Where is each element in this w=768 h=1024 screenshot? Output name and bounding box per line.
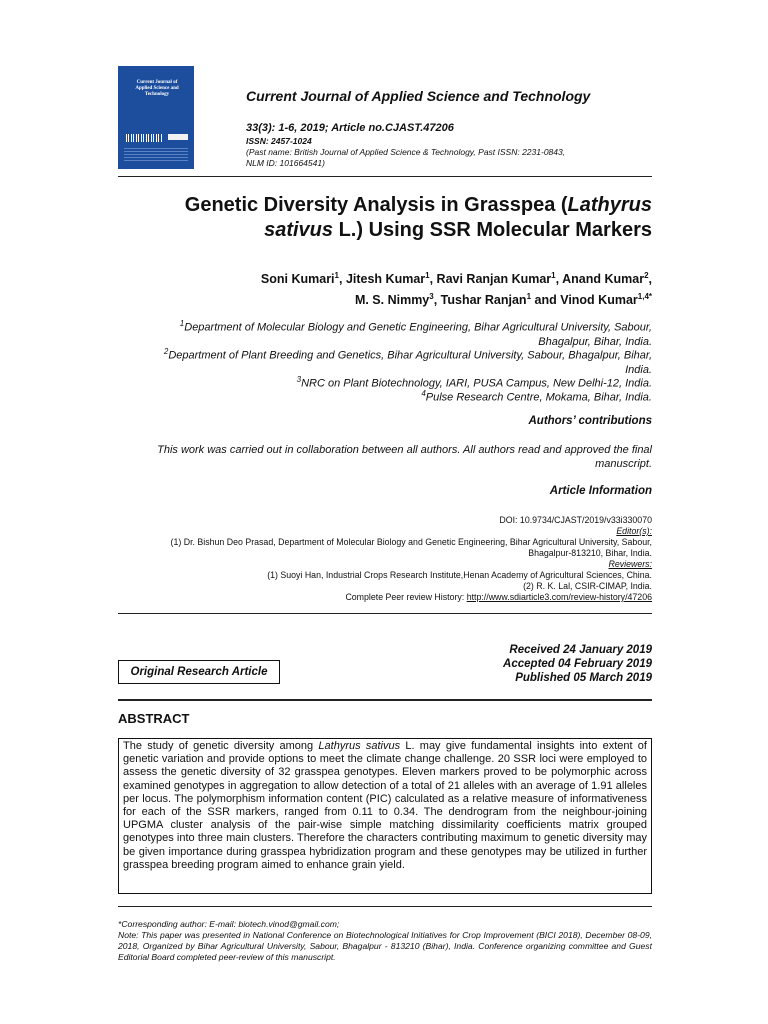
author-name: Tushar Ranjan: [440, 293, 527, 308]
author-name: Jitesh Kumar: [345, 272, 426, 287]
affiliation-number: 4: [421, 389, 426, 398]
affiliation-text: Department of Molecular Biology and Genetic Engineering, Bihar Agricultural University, Sabour,: [184, 321, 652, 334]
author-name: Anand Kumar: [562, 272, 645, 287]
review-history-label: Complete Peer review History:: [345, 592, 467, 602]
author-list: [118, 267, 652, 309]
past-name-text-1: (Past name: British Journal of Applied Science & Technology, Past ISSN: 2231-0843,: [246, 147, 566, 157]
abstract-body: L. may give fundamental insights into extent of genetic variation and provide options to meet the climate change challenge. 20 SSR loci were employed to assess the genetic diversity of 32 grasspea genotypes. Eleven markers proved to be polymorphic across examined genotypes in aggregation to allow detection of a total of 21 alleles with an average of 1.91 alleles per locus. The polymorphism information content (PIC) calculated as a relative measure of informativeness for each of the SSR markers, ranged from 0.11 to 0.34. The dendrogram from the neighbour-joining UPGMA cluster analysis of the pair-wise simple matching dissimilarity coefficients matrix grouped genotypes into three main clusters. Therefore the characters contributing maximum to genetic diversity may be given importance during grasspea hybridization program and these genotypes may be utilized in further grasspea breeding program aimed to enhance grain yield.: [123, 740, 647, 871]
cover-text-lines: [124, 148, 188, 162]
corresponding-author: *Corresponding author: E-mail: biotech.vinod@gmail.com;: [118, 919, 340, 929]
cover-journal-title: Current Journal of Applied Science and Technology: [135, 80, 179, 97]
abstract-intro: The study of genetic diversity among: [123, 740, 319, 752]
editor-entry: (1) Dr. Bishun Deo Prasad, Department of Molecular Biology and Genetic Engineering, Bihar Agricultural University, Sabour,: [170, 537, 652, 547]
received-date: Received 24 January 2019: [509, 644, 652, 656]
affiliation-text: NRC on Plant Biotechnology, IARI, PUSA Campus, New Delhi-12, India.: [301, 377, 652, 390]
author-affiliation-mark: 1: [334, 271, 339, 280]
journal-cover-image: [118, 66, 194, 169]
affiliation-text-cont: Bhagalpur, Bihar, India.: [538, 335, 652, 348]
contributions-line-1: This work was carried out in collaboration between all authors. All authors read and approved the final: [157, 444, 652, 456]
author-name: Vinod Kumar: [560, 293, 638, 308]
article-info-block: [118, 515, 652, 603]
author-affiliation-mark: 2: [644, 271, 649, 280]
author-affiliation-mark: 1: [526, 292, 532, 302]
abstract-species: Lathyrus sativus: [318, 740, 401, 752]
editors-label: Editor(s):: [616, 526, 652, 536]
affiliation-text-cont: India.: [625, 363, 652, 376]
info-divider: [118, 613, 652, 614]
reviewer-entry: (2) R. K. Lal, CSIR-CIMAP, India.: [523, 581, 652, 591]
author-name: M. S. Nimmy: [354, 293, 430, 308]
article-info-heading: Article Information: [549, 485, 652, 497]
review-history-link[interactable]: http://www.sdiarticle3.com/review-history/47206: [466, 592, 652, 602]
author-affiliation-mark: 1,4*: [637, 292, 652, 302]
author-affiliation-mark: 3: [429, 292, 434, 302]
author-name: Soni Kumari: [260, 272, 335, 287]
affiliation-number: 1: [179, 319, 185, 328]
title-species: Lathyrus sativus: [264, 194, 652, 241]
editor-entry-cont: Bhagalpur-813210, Bihar, India.: [528, 548, 652, 558]
abstract-heading: ABSTRACT: [118, 711, 190, 726]
published-date: Published 05 March 2019: [515, 672, 652, 684]
issue-line: 33(3): 1-6, 2019; Article no.CJAST.47206: [246, 122, 454, 134]
affiliation-text: Pulse Research Centre, Mokama, Bihar, India.: [425, 391, 652, 404]
journal-name: Current Journal of Applied Science and Technology: [246, 88, 591, 104]
affiliation-2: [118, 345, 652, 377]
author-affiliation-mark: 1: [425, 271, 430, 280]
author-line-1: Soni Kumari$^1$, Jitesh Kumar$^1$, Ravi Ranjan Kumar$^1$, Anand Kumar$^2$,: [260, 271, 652, 287]
author-affiliation-mark: 1: [551, 271, 556, 280]
author-line-2: M. S. Nimmy$^3$, Tushar Ranjan$^1$ and Vinod Kumar$^{1,4*}$: [354, 292, 652, 308]
article-type-badge: Original Research Article: [118, 660, 280, 684]
past-name-line: [246, 147, 656, 169]
footnote-divider: [118, 906, 652, 907]
header-divider: [118, 176, 652, 177]
abstract-divider: [118, 699, 652, 701]
footnotes: [118, 919, 652, 963]
contributions-line-2: manuscript.: [595, 458, 652, 470]
contributions-heading: Authors’ contributions: [528, 415, 652, 427]
doi: DOI: 10.9734/CJAST/2019/v33i330070: [499, 515, 652, 525]
affiliation-number: 3: [296, 375, 302, 384]
reviewer-entry: (1) Suoyi Han, Industrial Crops Research Institute,Henan Academy of Agricultural Sciences, China.: [267, 570, 652, 580]
affiliation-number: 2: [163, 347, 169, 356]
paper-title: [118, 193, 652, 243]
conference-note: Note: This paper was presented in National Conference on Biotechnological Initiatives for Crop Improvement (BICI 2018), December 08-09, 2018, Organized by Bihar Agricultural University, Sabour, Bhagalpur - 813210 (Bihar), India. Conference organizing committee and Guest Editorial Board completed peer-review of this manuscript.: [118, 930, 652, 962]
author-name: Ravi Ranjan Kumar: [436, 272, 552, 287]
affiliation-1: [118, 317, 652, 349]
contributions-text: [118, 443, 652, 471]
title-text-2: L.) Using SSR Molecular Markers: [333, 219, 652, 241]
cover-publisher-logo: [168, 134, 188, 140]
reviewers-label: Reviewers:: [608, 559, 652, 569]
affiliation-4: [118, 387, 652, 405]
issn-line: ISSN: 2457-1024: [246, 136, 312, 146]
cover-barcode: [126, 134, 162, 142]
accepted-date: Accepted 04 February 2019: [503, 658, 652, 670]
past-name-text-2: NLM ID: 101664541): [246, 158, 325, 168]
title-text-1: Genetic Diversity Analysis in Grasspea (: [184, 194, 568, 216]
affiliation-text: Department of Plant Breeding and Genetics, Bihar Agricultural University, Sabour, Bhagalpur, Bihar,: [168, 349, 652, 362]
abstract-text: [118, 738, 652, 894]
